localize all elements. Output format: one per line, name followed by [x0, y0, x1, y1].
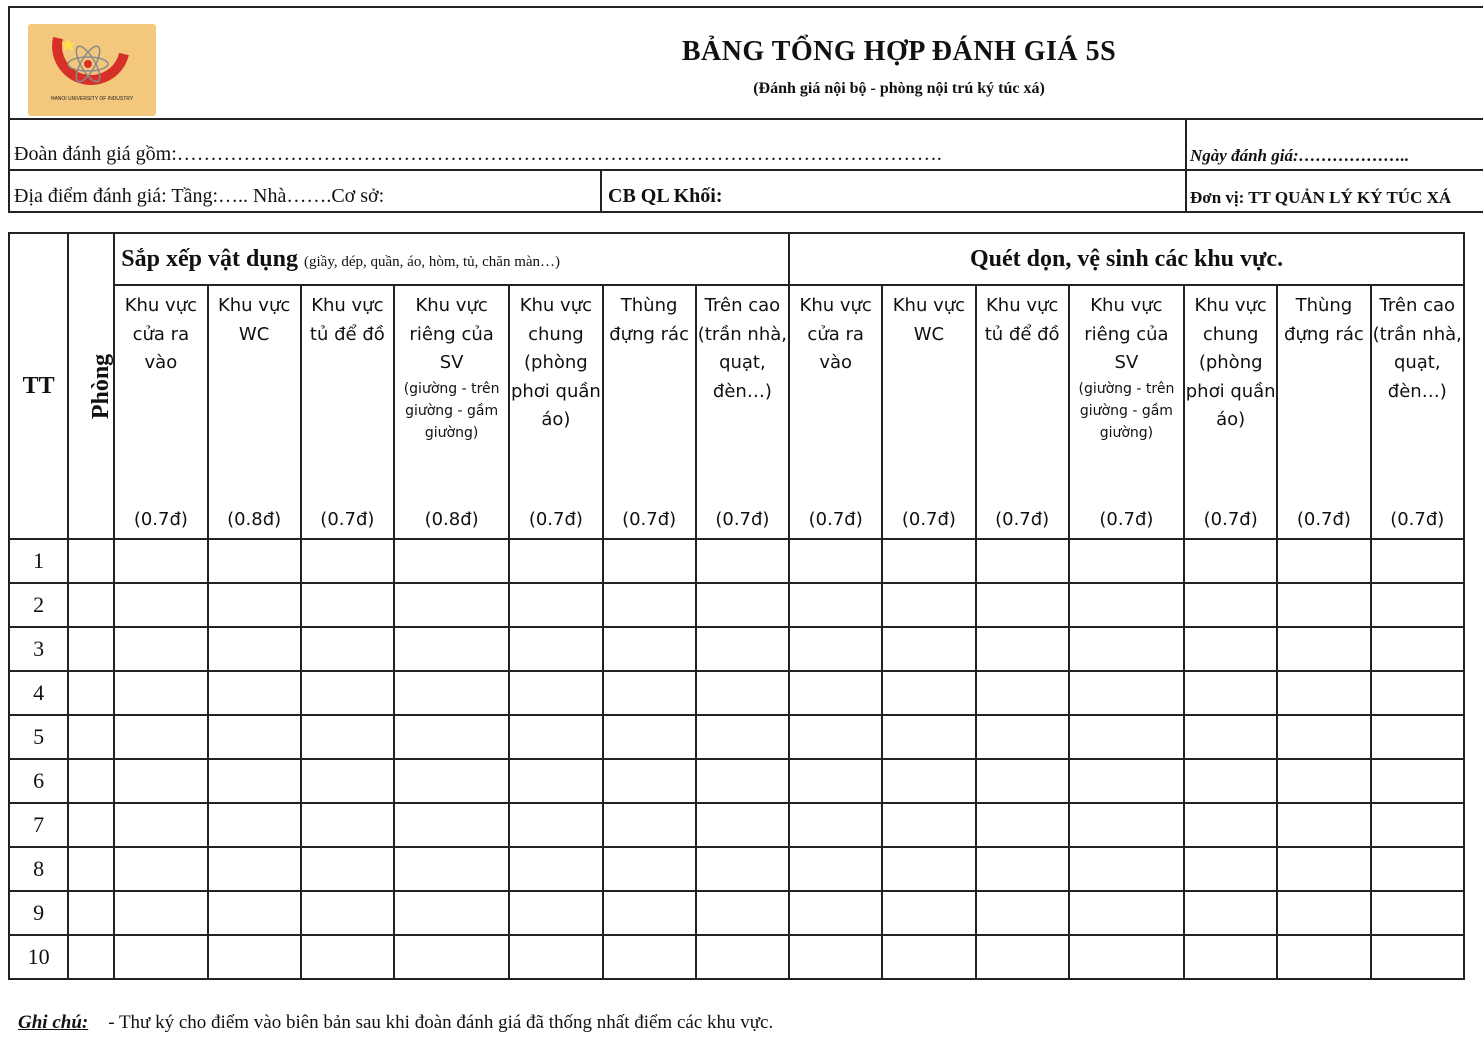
column-label: Khu vực tủ để đồ [309, 295, 385, 345]
score-cell[interactable] [976, 759, 1069, 803]
column-header [882, 285, 975, 539]
score-cell[interactable] [394, 803, 509, 847]
score-cell[interactable] [882, 671, 975, 715]
score-cell[interactable] [114, 715, 207, 759]
score-cell[interactable] [208, 847, 301, 891]
room-cell[interactable] [68, 759, 114, 803]
footer-note [18, 1012, 773, 1034]
column-points: (0.7đ) [1203, 509, 1258, 530]
score-cell[interactable] [1184, 891, 1277, 935]
score-cell[interactable] [882, 891, 975, 935]
score-cell[interactable] [882, 627, 975, 671]
column-points: (0.8đ) [424, 509, 479, 530]
score-cell[interactable] [509, 583, 602, 627]
score-cell[interactable] [882, 759, 975, 803]
column-header [208, 285, 301, 539]
location-field: Địa điểm đánh giá: Tầng:….. Nhà…….Cơ sở: [14, 185, 385, 207]
score-cell[interactable] [394, 627, 509, 671]
table-row [9, 891, 1464, 935]
column-header [1184, 285, 1277, 539]
score-cell[interactable] [696, 583, 789, 627]
score-cell[interactable] [1371, 891, 1464, 935]
table-row [9, 935, 1464, 979]
score-cell[interactable] [1277, 627, 1370, 671]
score-cell[interactable] [394, 935, 509, 979]
score-cell[interactable] [1371, 627, 1464, 671]
score-cell[interactable] [208, 935, 301, 979]
score-cell[interactable] [882, 539, 975, 583]
score-cell[interactable] [882, 935, 975, 979]
score-cell[interactable] [1069, 935, 1184, 979]
score-cell[interactable] [1277, 539, 1370, 583]
column-header [114, 285, 207, 539]
score-cell[interactable] [1277, 583, 1370, 627]
unit-field: Đơn vị: TT QUẢN LÝ KÝ TÚC XÁ [1190, 188, 1452, 207]
score-cell[interactable] [114, 891, 207, 935]
university-logo [28, 24, 156, 116]
score-cell[interactable] [1184, 935, 1277, 979]
column-header [789, 285, 882, 539]
score-cell[interactable] [509, 715, 602, 759]
page-title: BẢNG TỔNG HỢP ĐÁNH GIÁ 5S [681, 36, 1117, 67]
score-cell[interactable] [1371, 847, 1464, 891]
row-number: 3 [9, 627, 68, 671]
score-cell[interactable] [1069, 583, 1184, 627]
score-cell[interactable] [394, 891, 509, 935]
score-cell[interactable] [301, 583, 394, 627]
column-header [696, 285, 789, 539]
score-cell[interactable] [301, 891, 394, 935]
score-cell[interactable] [882, 803, 975, 847]
score-cell[interactable] [208, 715, 301, 759]
room-cell[interactable] [68, 539, 114, 583]
column-label: Khu vực WC [217, 295, 291, 345]
score-cell[interactable] [1371, 539, 1464, 583]
column-header [301, 285, 394, 539]
score-cell[interactable] [603, 539, 696, 583]
score-cell[interactable] [301, 803, 394, 847]
score-cell[interactable] [394, 539, 509, 583]
row-number: 9 [9, 891, 68, 935]
score-cell[interactable] [976, 847, 1069, 891]
row-number: 8 [9, 847, 68, 891]
score-cell[interactable] [1277, 847, 1370, 891]
score-cell[interactable] [696, 671, 789, 715]
score-cell[interactable] [1069, 715, 1184, 759]
column-label: Trên cao (trần nhà, quạt, đèn…) [697, 295, 787, 402]
score-cell[interactable] [301, 759, 394, 803]
score-cell[interactable] [114, 583, 207, 627]
score-cell[interactable] [208, 627, 301, 671]
row-number: 1 [9, 539, 68, 583]
score-cell[interactable] [976, 627, 1069, 671]
score-cell[interactable] [976, 891, 1069, 935]
column-points: (0.7đ) [808, 509, 863, 530]
column-points: (0.7đ) [901, 509, 956, 530]
info-section [8, 119, 1483, 213]
table-row [9, 583, 1464, 627]
score-cell[interactable] [1277, 671, 1370, 715]
column-label: Khu vực chung (phòng phơi quần áo) [510, 295, 601, 430]
column-points: (0.7đ) [528, 509, 583, 530]
room-cell[interactable] [68, 627, 114, 671]
score-cell[interactable] [882, 583, 975, 627]
score-cell[interactable] [301, 935, 394, 979]
score-cell[interactable] [976, 583, 1069, 627]
score-cell[interactable] [1371, 715, 1464, 759]
group-arrangement-note: (giầy, dép, quần, áo, hòm, tủ, chăn màn…) [304, 253, 561, 270]
score-cell[interactable] [394, 847, 509, 891]
score-cell[interactable] [1184, 583, 1277, 627]
score-cell[interactable] [208, 539, 301, 583]
score-cell[interactable] [789, 671, 882, 715]
score-cell[interactable] [696, 803, 789, 847]
score-cell[interactable] [789, 759, 882, 803]
column-header [1069, 285, 1184, 539]
score-cell[interactable] [1069, 759, 1184, 803]
score-cell[interactable] [1184, 847, 1277, 891]
score-cell[interactable] [1371, 803, 1464, 847]
score-cell[interactable] [882, 715, 975, 759]
score-cell[interactable] [789, 715, 882, 759]
score-cell[interactable] [1184, 671, 1277, 715]
score-cell[interactable] [882, 847, 975, 891]
column-label: Trên cao (trần nhà, quạt, đèn…) [1372, 295, 1462, 402]
score-cell[interactable] [1371, 935, 1464, 979]
score-cell[interactable] [696, 759, 789, 803]
score-cell[interactable] [1069, 539, 1184, 583]
score-cell[interactable] [114, 803, 207, 847]
score-cell[interactable] [509, 935, 602, 979]
room-header [68, 233, 114, 539]
score-cell[interactable] [603, 715, 696, 759]
score-cell[interactable] [114, 759, 207, 803]
row-number: 6 [9, 759, 68, 803]
score-cell[interactable] [301, 671, 394, 715]
score-cell[interactable] [208, 583, 301, 627]
score-cell[interactable] [1184, 759, 1277, 803]
column-header [976, 285, 1069, 539]
table-row [9, 759, 1464, 803]
evaluation-team-field: Đoàn đánh giá gồm:……………………………………………………………………………………………………. [14, 143, 942, 165]
score-cell[interactable] [696, 847, 789, 891]
column-label: Thùng đựng rác [609, 295, 689, 345]
column-points: (0.7đ) [1099, 509, 1154, 530]
score-cell[interactable] [1371, 671, 1464, 715]
logo-emblem-icon [28, 24, 156, 116]
column-label: Khu vực cửa ra vào [799, 295, 872, 373]
column-note: (giường - trên giường - gầm giường) [1078, 380, 1175, 441]
column-label: Khu vực chung (phòng phơi quần áo) [1185, 295, 1276, 430]
column-label: Khu vực WC [892, 295, 966, 345]
score-cell[interactable] [1069, 671, 1184, 715]
score-cell[interactable] [1184, 539, 1277, 583]
row-number: 10 [9, 935, 68, 979]
score-cell[interactable] [1184, 715, 1277, 759]
score-cell[interactable] [603, 671, 696, 715]
score-cell[interactable] [1277, 715, 1370, 759]
column-label: Thùng đựng rác [1284, 295, 1364, 345]
score-cell[interactable] [1277, 803, 1370, 847]
score-cell[interactable] [976, 715, 1069, 759]
column-header [1277, 285, 1370, 539]
score-cell[interactable] [696, 935, 789, 979]
score-cell[interactable] [1184, 627, 1277, 671]
room-cell[interactable] [68, 583, 114, 627]
score-cell[interactable] [1277, 891, 1370, 935]
table-row [9, 715, 1464, 759]
group-arrangement-header [114, 233, 789, 285]
score-cell[interactable] [509, 847, 602, 891]
room-cell[interactable] [68, 847, 114, 891]
score-cell[interactable] [509, 759, 602, 803]
column-points: (0.8đ) [227, 509, 282, 530]
score-cell[interactable] [789, 891, 882, 935]
group-cleaning-header: Quét dọn, vệ sinh các khu vực. [789, 233, 1464, 285]
score-cell[interactable] [509, 803, 602, 847]
score-cell[interactable] [789, 847, 882, 891]
column-points: (0.7đ) [995, 509, 1050, 530]
score-cell[interactable] [208, 891, 301, 935]
score-cell[interactable] [509, 671, 602, 715]
column-points: (0.7đ) [1296, 509, 1351, 530]
column-header [603, 285, 696, 539]
score-cell[interactable] [301, 539, 394, 583]
table-row [9, 627, 1464, 671]
room-header-label: Phòng [88, 353, 115, 419]
column-label: Khu vực riêng của SV [409, 295, 494, 373]
score-cell[interactable] [394, 759, 509, 803]
score-cell[interactable] [603, 803, 696, 847]
score-cell[interactable] [696, 715, 789, 759]
room-cell[interactable] [68, 891, 114, 935]
room-cell[interactable] [68, 715, 114, 759]
score-cell[interactable] [976, 935, 1069, 979]
score-cell[interactable] [394, 583, 509, 627]
score-cell[interactable] [603, 759, 696, 803]
room-cell[interactable] [68, 671, 114, 715]
score-cell[interactable] [1371, 759, 1464, 803]
score-cell[interactable] [1277, 759, 1370, 803]
score-cell[interactable] [301, 627, 394, 671]
column-header [394, 285, 509, 539]
table-row [9, 803, 1464, 847]
score-cell[interactable] [208, 759, 301, 803]
column-label: Khu vực cửa ra vào [124, 295, 198, 373]
score-cell[interactable] [976, 803, 1069, 847]
room-cell[interactable] [68, 935, 114, 979]
score-cell[interactable] [509, 627, 602, 671]
score-cell[interactable] [976, 539, 1069, 583]
column-label: Khu vực tủ để đồ [984, 295, 1060, 345]
table-row [9, 671, 1464, 715]
score-cell[interactable] [301, 715, 394, 759]
score-cell[interactable] [976, 671, 1069, 715]
score-cell[interactable] [114, 539, 207, 583]
score-cell[interactable] [696, 539, 789, 583]
column-header [509, 285, 602, 539]
score-cell[interactable] [603, 891, 696, 935]
score-cell[interactable] [208, 803, 301, 847]
score-cell[interactable] [603, 935, 696, 979]
row-number: 2 [9, 583, 68, 627]
score-cell[interactable] [789, 627, 882, 671]
score-cell[interactable] [394, 671, 509, 715]
footer-text: - Thư ký cho điểm vào biên bản sau khi đoàn đánh giá đã thống nhất điểm các khu vực. [108, 1012, 774, 1033]
evaluation-date-field: Ngày đánh giá:……………….. [1190, 146, 1410, 165]
score-cell[interactable] [114, 935, 207, 979]
score-cell[interactable] [1277, 935, 1370, 979]
score-cell[interactable] [1069, 627, 1184, 671]
page-subtitle: (Đánh giá nội bộ - phòng nội trú ký túc xá) [753, 80, 1045, 97]
score-cell[interactable] [114, 671, 207, 715]
column-label: Khu vực riêng của SV [1084, 295, 1169, 373]
score-cell[interactable] [509, 539, 602, 583]
column-points: (0.7đ) [715, 509, 770, 530]
column-note: (giường - trên giường - gầm giường) [403, 380, 500, 441]
row-number: 5 [9, 715, 68, 759]
logo-text: HANOI UNIVERSITY OF INDUSTRY [50, 96, 134, 102]
score-cell[interactable] [1184, 803, 1277, 847]
score-cell[interactable] [1371, 583, 1464, 627]
column-header [1371, 285, 1464, 539]
column-points: (0.7đ) [133, 509, 188, 530]
score-cell[interactable] [114, 627, 207, 671]
block-manager-field: CB QL Khối: [608, 185, 723, 207]
score-cell[interactable] [394, 715, 509, 759]
column-points: (0.7đ) [320, 509, 375, 530]
header-box [8, 6, 1483, 120]
score-cell[interactable] [603, 583, 696, 627]
score-cell[interactable] [789, 583, 882, 627]
score-cell[interactable] [603, 627, 696, 671]
tt-header: TT [9, 233, 68, 539]
column-points: (0.7đ) [622, 509, 677, 530]
score-cell[interactable] [696, 627, 789, 671]
score-cell[interactable] [696, 891, 789, 935]
group-arrangement-title: Sắp xếp vật dụng [121, 245, 298, 272]
score-cell[interactable] [208, 671, 301, 715]
score-cell[interactable] [1069, 803, 1184, 847]
table-row [9, 847, 1464, 891]
score-cell[interactable] [789, 539, 882, 583]
score-table [8, 232, 1465, 980]
row-number: 7 [9, 803, 68, 847]
row-number: 4 [9, 671, 68, 715]
score-cell[interactable] [114, 847, 207, 891]
score-cell[interactable] [509, 891, 602, 935]
room-cell[interactable] [68, 803, 114, 847]
footer-label: Ghi chú: [18, 1012, 89, 1033]
column-points: (0.7đ) [1390, 509, 1445, 530]
score-cell[interactable] [789, 803, 882, 847]
score-cell[interactable] [301, 847, 394, 891]
score-cell[interactable] [1069, 891, 1184, 935]
table-row [9, 539, 1464, 583]
score-cell[interactable] [789, 935, 882, 979]
score-table-area [8, 232, 1483, 999]
score-cell[interactable] [1069, 847, 1184, 891]
score-cell[interactable] [603, 847, 696, 891]
